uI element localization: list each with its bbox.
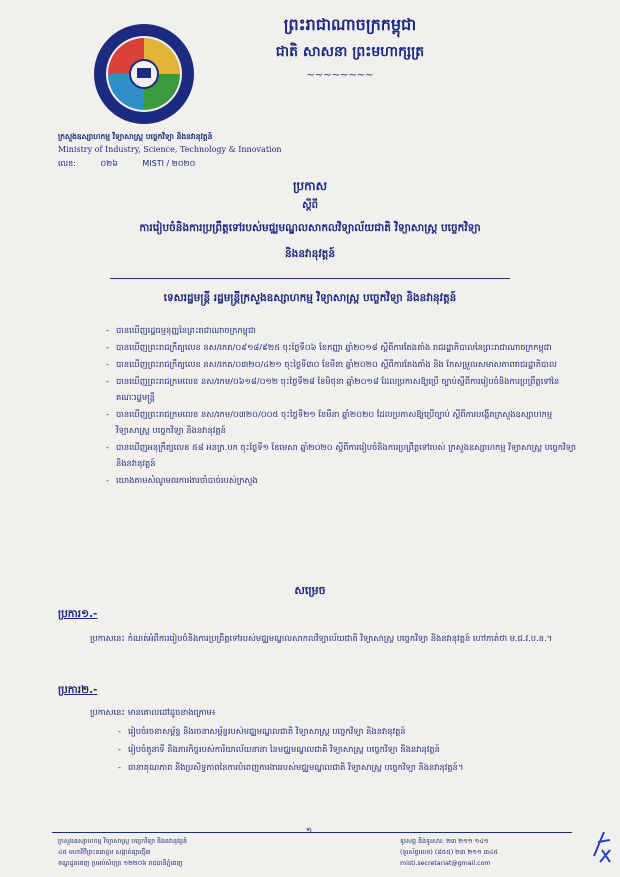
reference-item: - បានឃើញរដ្ឋធម្មនុញ្ញនៃព្រះរាជាណាចក្រកម្ពុជា [106,322,576,338]
footer-left-line: ៤៥ មហាវិថីព្រះនរោត្តម សង្កាត់ផ្សារថ្មី៣ [58,849,151,856]
document-sub: ស្ដីពី [302,200,318,211]
ref-suffix: MISTI / ២០២០ [142,159,196,168]
initial-mark-icon [590,826,614,866]
national-motto: ជាតិ សាសនា ព្រះមហាក្សត្រ [275,44,425,60]
list-item: - ធានាគុណភាព និងប្រសិទ្ធភាពនៃការបំពេញការងាររបស់មជ្ឈមណ្ឌលជាតិ វិទ្យាសាស្ត្រ បច្ចេកវិទ្យា និងនវានុវត្តន៍។ [118,758,578,776]
ref-number: ០២៦ [100,159,118,168]
ministry-name-english: Ministry of Industry, Science, Technology & Innovation [58,145,282,154]
footer-contact [400,836,498,869]
article-2-list [118,722,578,776]
title-underline [110,278,510,279]
subject-line-1: ការរៀបចំនិងការប្រព្រឹត្តទៅរបស់មជ្ឈមណ្ឌលសាកលវិទ្យាល័យជាតិ វិទ្យាសាស្ត្រ បច្ចេកវិទ្យា [139,222,481,234]
article-1-text: ប្រកាសនេះ កំណត់អំពីការរៀបចំនិងការប្រព្រឹត្តទៅរបស់មជ្ឈមណ្ឌលសាកលវិទ្យាល័យជាតិ វិទ្យាសាស្ត្រ បច្ចេកវិទ្យា និងនវានុវត្តន៍ ហៅកាត់ថា ម.ជ.វ.ប.ន.។ [90,633,553,643]
footer-right-line: (ទូរស័ព្ទលេខ) (៨៥៥) ២៣ ២១១ ៣៤៥ [400,849,498,856]
ministry-logo-icon [92,22,196,126]
ministry-name-khmer: ក្រសួងឧស្សាហកម្ម វិទ្យាសាស្ត្រ បច្ចេកវិទ្យា និងនវានុវត្តន៍ [58,132,213,141]
footer-address [58,836,187,869]
issuing-authority: ទេសរដ្ឋមន្ត្រី រដ្ឋមន្ត្រីក្រសួងឧស្សាហកម្ម វិទ្យាសាស្ត្រ បច្ចេកវិទ្យា និងនវានុវត្តន៍ [163,292,457,304]
footer-left-line: ខណ្ឌដូនពេញ ប្រអប់សំបុត្រ ១២២០៦ រាជធានីភ្នំពេញ [58,860,183,867]
subject-line-2: និងនវានុវត្តន៍ [285,248,335,260]
reference-item: - បានឃើញអនុក្រឹត្យលេខ ៥៨ អនក្រ.បក ចុះថ្ងៃទី១ ខែមេសា ឆ្នាំ២០២០ ស្ដីពីការរៀបចំនិងការប្រព្រឹត្តទៅរបស់ ក្រសួងឧស្សាហកម្ម វិទ្យាសាស្ត្រ បច្ចេកវិទ្យា និងនវានុវត្តន៍ [106,439,576,471]
decision-heading: សម្រេច [294,584,326,597]
list-item: - រៀបចំតួនាទី និងភារកិច្ចរបស់ការិយាល័យនានា នៃមជ្ឈមណ្ឌលជាតិ វិទ្យាសាស្ត្រ បច្ចេកវិទ្យា និងនវានុវត្តន៍ [118,740,578,758]
footer-email: misti.secretariat@gmail.com [400,860,491,867]
footer-left-line: ក្រសួងឧស្សាហកម្ម វិទ្យាសាស្ត្រ បច្ចេកវិទ្យា និងនវានុវត្តន៍ [58,838,188,845]
article-1-heading: ប្រការ១.- [58,608,98,620]
document-type: ប្រកាស [292,179,328,193]
reference-item: - យោងតាមសំណូមពរការងារចាំបាច់របស់ក្រសួង [106,472,576,488]
reference-item: - បានឃើញព្រះរាជក្រមលេខ នស/រកម/០៦១៨/០១២ ចុះថ្ងៃទី២៨ ខែមិថុនា ឆ្នាំ២០១៨ ដែលប្រកាសឱ្យប្រើ ច្បាប់ស្ដីពីការរៀបចំនិងការប្រព្រឹត្តទៅនៃគណៈរដ្ឋមន្ត្រី [106,373,576,405]
ornament-divider: ~~~~~~~~ [306,70,374,81]
legal-references [106,322,576,489]
reference-item: - បានឃើញព្រះរាជក្រឹត្យលេខ នស/រកត/០៩១៨/៩២៥ ចុះថ្ងៃទី០៦ ខែកញ្ញា ឆ្នាំ២០១៨ ស្ដីពីការតែងតាំង រាជរដ្ឋាភិបាលនៃព្រះរាជាណាចក្រកម្ពុជា [106,339,576,355]
article-2-text: ប្រកាសនេះ មានគោលដៅដូចខាងក្រោម៖ [90,707,216,717]
page-number: ១ [306,826,313,835]
kingdom-title: ព្រះរាជាណាចក្រកម្ពុជា [283,15,417,34]
article-2-heading: ប្រការ២.- [58,684,98,696]
footer-divider [52,832,572,833]
list-item: - រៀបចំរចនាសម្ព័ន្ធ និងរចនាសម្ព័ន្ធរបស់មជ្ឈមណ្ឌលជាតិ វិទ្យាសាស្ត្រ បច្ចេកវិទ្យា និងនវានុវត្តន៍ [118,722,578,740]
reference-item: - បានឃើញព្រះរាជក្រមលេខ នស/រកម/០៣២០/០០៥ ចុះថ្ងៃទី២១ ខែមីនា ឆ្នាំ២០២០ ដែលប្រកាសឱ្យប្រើច្បាប់ ស្ដីពីការបង្កើតក្រសួងឧស្សាហកម្ម វិទ្យាសាស្ត្រ បច្ចេកវិទ្យា និងនវានុវត្តន៍ [106,406,576,438]
ref-label: លេខ: [58,159,76,168]
footer-right-line: ទូរសព្ទ និងទូរសារ: ២៣ ២១១ ១៤១ [400,838,489,845]
reference-number [58,158,217,170]
reference-item: - បានឃើញព្រះរាជក្រឹត្យលេខ នស/រកត/០៣២០/៤២១ ចុះថ្ងៃទី៣០ ខែមីនា ឆ្នាំ២០២០ ស្ដីពីការតែងតាំង និង កែសម្រួលសមាសភាពរាជរដ្ឋាភិបាល [106,356,576,372]
